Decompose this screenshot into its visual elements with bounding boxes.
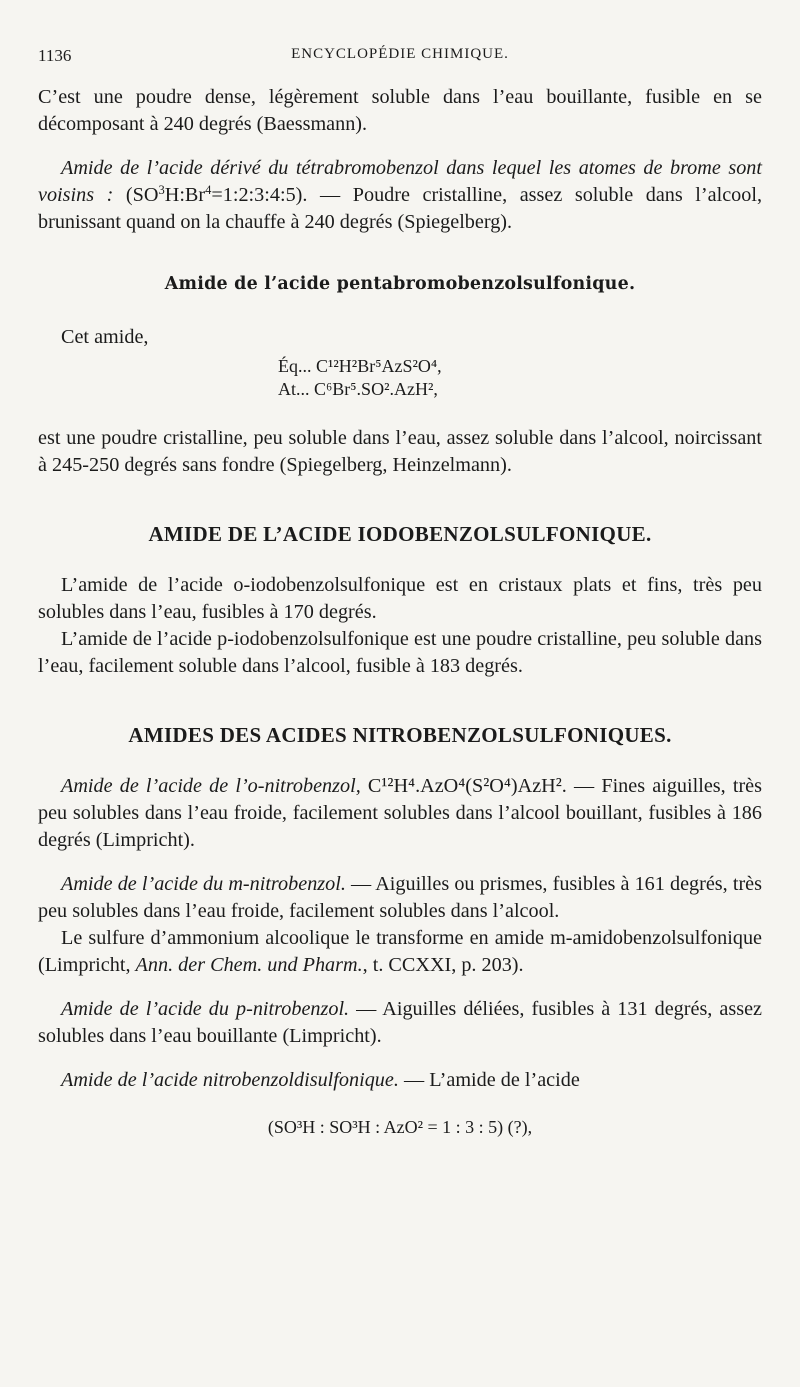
formula-part: H:Br <box>164 184 206 206</box>
page-number: 1136 <box>38 46 72 65</box>
section-heading: Amide de l’acide pentabromobenzolsulfonique. <box>164 274 636 294</box>
paragraph: est une poudre cristalline, peu soluble dans l’eau, assez soluble dans l’alcool, noircissant à 245-250 degrés sans fondre (Spiegelberg, Heinzelmann). <box>38 427 762 476</box>
section-heading: AMIDES DES ACIDES NITROBENZOLSULFONIQUES. <box>128 723 672 747</box>
paragraph <box>38 1067 762 1094</box>
paragraph-text: — Aiguilles déliées, fusibles à 131 degrés, assez solubles dans l’eau bouillante (Limpricht). <box>38 998 762 1047</box>
paragraph-text: — Fines aiguilles, très peu solubles dans l’eau froide, facilement solubles dans l’alcool bouillant, fusibles à 186 degrés (Limpricht). <box>38 775 762 851</box>
paragraph <box>38 773 762 854</box>
italic-term: Amide de l’acide nitrobenzoldisulfonique. <box>61 1069 399 1091</box>
italic-term: Amide de l’acide du m-nitrobenzol. <box>61 873 346 895</box>
formula-part: (SO <box>113 184 159 206</box>
formula-equivalent: Éq... C¹²H²Br⁵AzS²O⁴, <box>278 356 442 376</box>
paragraph-text: — Poudre cristalline, assez soluble dans l’alcool, brunissant quand on la chauffe à 240 degrés (Spiegelberg). <box>38 184 763 233</box>
paragraph-text: — Aiguilles ou prismes, fusibles à 161 degrés, très peu solubles dans l’eau froide, facilement solubles dans l’alcool. <box>38 873 762 922</box>
paragraph: Cet amide, <box>61 326 149 348</box>
running-head <box>38 46 762 70</box>
paragraph-text: , t. CCXXI, p. 203). <box>362 954 524 976</box>
italic-term: Amide de l’acide dérivé du tétrabromobenzol dans lequel les atomes de brome sont voisins : <box>38 157 762 206</box>
formula-atomic: At... C⁶Br⁵.SO².AzH², <box>278 379 438 399</box>
paragraph: Amide de l’acide dérivé du tétrabromobenzol dans lequel les atomes de brome sont voisins : $(SO^3H:Br^4=1:2:3:4:5)$. — Poudre cristalline, assez soluble dans l’alcool, brunissant quand on la chauffe à 240 degrés (Spiegelberg). <box>38 157 763 233</box>
paragraph <box>38 996 762 1050</box>
running-title: ENCYCLOPÉDIE CHIMIQUE. <box>291 46 509 62</box>
formula-text: C¹²H⁴.AzO⁴(S²O⁴)AzH². <box>360 775 567 797</box>
formula-block <box>278 355 762 401</box>
paragraph-text: — L’amide de l’acide <box>398 1069 580 1091</box>
formula-line: (SO³H : SO³H : AzO² = 1 : 3 : 5) (?), <box>267 1117 533 1137</box>
paragraph <box>38 871 762 925</box>
section-heading: AMIDE DE L’ACIDE IODOBENZOLSULFONIQUE. <box>148 522 652 546</box>
page-content <box>38 84 762 1141</box>
paragraph: L’amide de l’acide p-iodobenzolsulfonique est une poudre cristalline, peu soluble dans l’eau, facilement soluble dans l’alcool, fusible à 183 degrés. <box>38 628 762 677</box>
formula-part: =1:2:3:4:5). <box>211 184 308 206</box>
paragraph: L’amide de l’acide o-iodobenzolsulfonique est en cristaux plats et fins, très peu solubles dans l’eau, fusibles à 170 degrés. <box>38 574 762 623</box>
citation-journal: Ann. der Chem. und Pharm. <box>135 954 363 976</box>
paragraph <box>38 925 762 979</box>
italic-term: Amide de l’acide du p-nitrobenzol. <box>61 998 350 1020</box>
paragraph: C’est une poudre dense, légèrement soluble dans l’eau bouillante, fusible en se décomposant à 240 degrés (Baessmann). <box>38 86 762 135</box>
italic-term: Amide de l’acide de l’o-nitrobenzol, <box>61 775 361 797</box>
paragraph-text: Le sulfure d’ammonium alcoolique le transforme en amide m-amidobenzolsulfonique (Limpricht, <box>38 927 762 976</box>
